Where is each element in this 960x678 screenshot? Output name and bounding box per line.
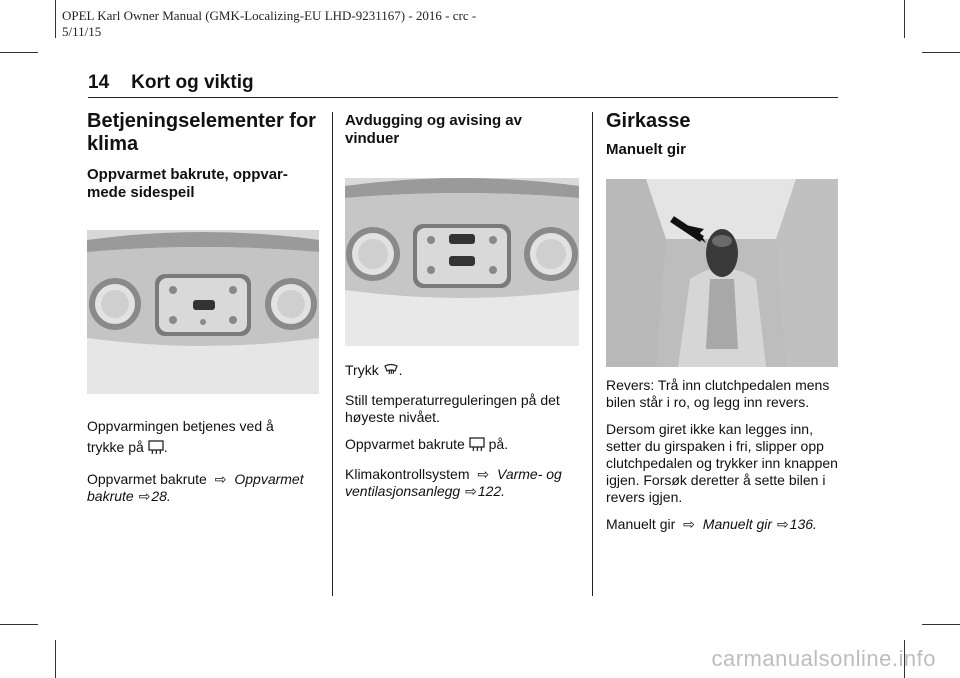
text-rear-window-on — [345, 436, 579, 456]
reference-manual-gear — [606, 516, 838, 533]
gear-shift-illustration — [606, 179, 838, 367]
text-fragment: Oppvarmingen betjenes ved å — [87, 418, 274, 434]
text-heating-operated — [87, 418, 319, 435]
page-number: 14 — [88, 72, 110, 93]
hvac-panel-illustration — [345, 178, 579, 346]
link-heated-rear-window[interactable]: Oppvarmet — [234, 471, 304, 487]
text-fragment: Trykk — [345, 362, 379, 378]
column-2 — [345, 110, 579, 500]
subheading-manual-gear: Manuelt gir — [606, 141, 687, 158]
text-fragment: Oppvarmet bakrute — [87, 471, 207, 487]
reference-arrow-icon: ⇨ — [683, 516, 695, 532]
crop-mark — [55, 0, 56, 38]
text-fragment: . — [398, 362, 403, 378]
watermark: carmanualsonline.info — [711, 646, 936, 671]
hvac-panel-illustration — [87, 230, 319, 394]
reference-arrow-icon: ⇨ — [214, 471, 227, 487]
rear-defrost-icon — [148, 439, 164, 459]
page-arrow-icon: ⇨ — [776, 516, 789, 532]
text-fragment: ventilasjonsanlegg — [345, 483, 461, 499]
crop-mark — [0, 52, 38, 53]
page-arrow-icon: ⇨ — [465, 483, 477, 499]
text-fragment: trykke på — [87, 439, 144, 455]
header-rule — [88, 97, 838, 98]
link-manual-gear[interactable]: Manuelt gir — [702, 516, 773, 532]
rear-defrost-icon — [469, 436, 485, 456]
document-meta-header — [62, 8, 476, 40]
column-divider — [332, 112, 333, 596]
column-1 — [87, 110, 319, 505]
heading-climate-controls: Betjeningselementer for klima — [87, 110, 316, 155]
link-page-122[interactable]: 122. — [477, 483, 506, 499]
heading-transmission: Girkasse — [606, 110, 691, 132]
reference-arrow-icon: ⇨ — [477, 466, 490, 482]
crop-mark — [0, 624, 38, 625]
text-temperature: Still temperaturreguleringen på det høyeste nivået. — [345, 392, 560, 425]
text-fragment: Manuelt gir — [606, 516, 676, 532]
text-reverse: Revers: Trå inn clutchpedalen mens bilen står i ro, og legg inn revers. — [606, 377, 830, 410]
page-arrow-icon: ⇨ — [138, 488, 151, 504]
text-fragment: Oppvarmet bakrute — [345, 436, 465, 452]
text-press-button — [87, 439, 319, 459]
text-fragment: på. — [488, 436, 509, 452]
front-defrost-icon — [383, 362, 399, 382]
text-reverse-retry: Dersom giret ikke kan legges inn, setter du girspaken i fri, slipper opp clutchpedalen og trykker inn knappen igjen. Forsøk deretter å sette bilen i revers igjen. — [606, 421, 838, 505]
link-page-136[interactable]: 136. — [789, 516, 817, 532]
section-title: Kort og viktig — [131, 72, 254, 93]
column-divider — [592, 112, 593, 596]
crop-mark — [922, 52, 960, 53]
crop-mark — [55, 640, 56, 678]
column-3 — [606, 110, 838, 533]
text-press-defrost — [345, 362, 579, 382]
reference-heated-rear-window — [87, 471, 319, 505]
meta-line-2: 5/11/15 — [62, 24, 102, 39]
meta-line-1: OPEL Karl Owner Manual (GMK-Localizing-EU LHD-9231167) - 2016 - crc - — [62, 8, 477, 23]
page-header — [88, 72, 254, 94]
link-page-28[interactable]: 28. — [151, 488, 171, 504]
crop-mark — [904, 0, 905, 38]
reference-climate-control — [345, 466, 579, 500]
text-fragment: Klimakontrollsystem — [345, 466, 470, 482]
subheading-heated-rear-window: Oppvarmet bakrute, oppvar-mede sidespeil — [87, 166, 288, 201]
text-fragment: bakrute — [87, 488, 134, 504]
heading-defogging: Avdugging og avising av vinduer — [345, 112, 522, 147]
crop-mark — [922, 624, 960, 625]
link-heating-ventilation[interactable]: Varme- og — [497, 466, 562, 482]
text-fragment: . — [163, 439, 168, 455]
